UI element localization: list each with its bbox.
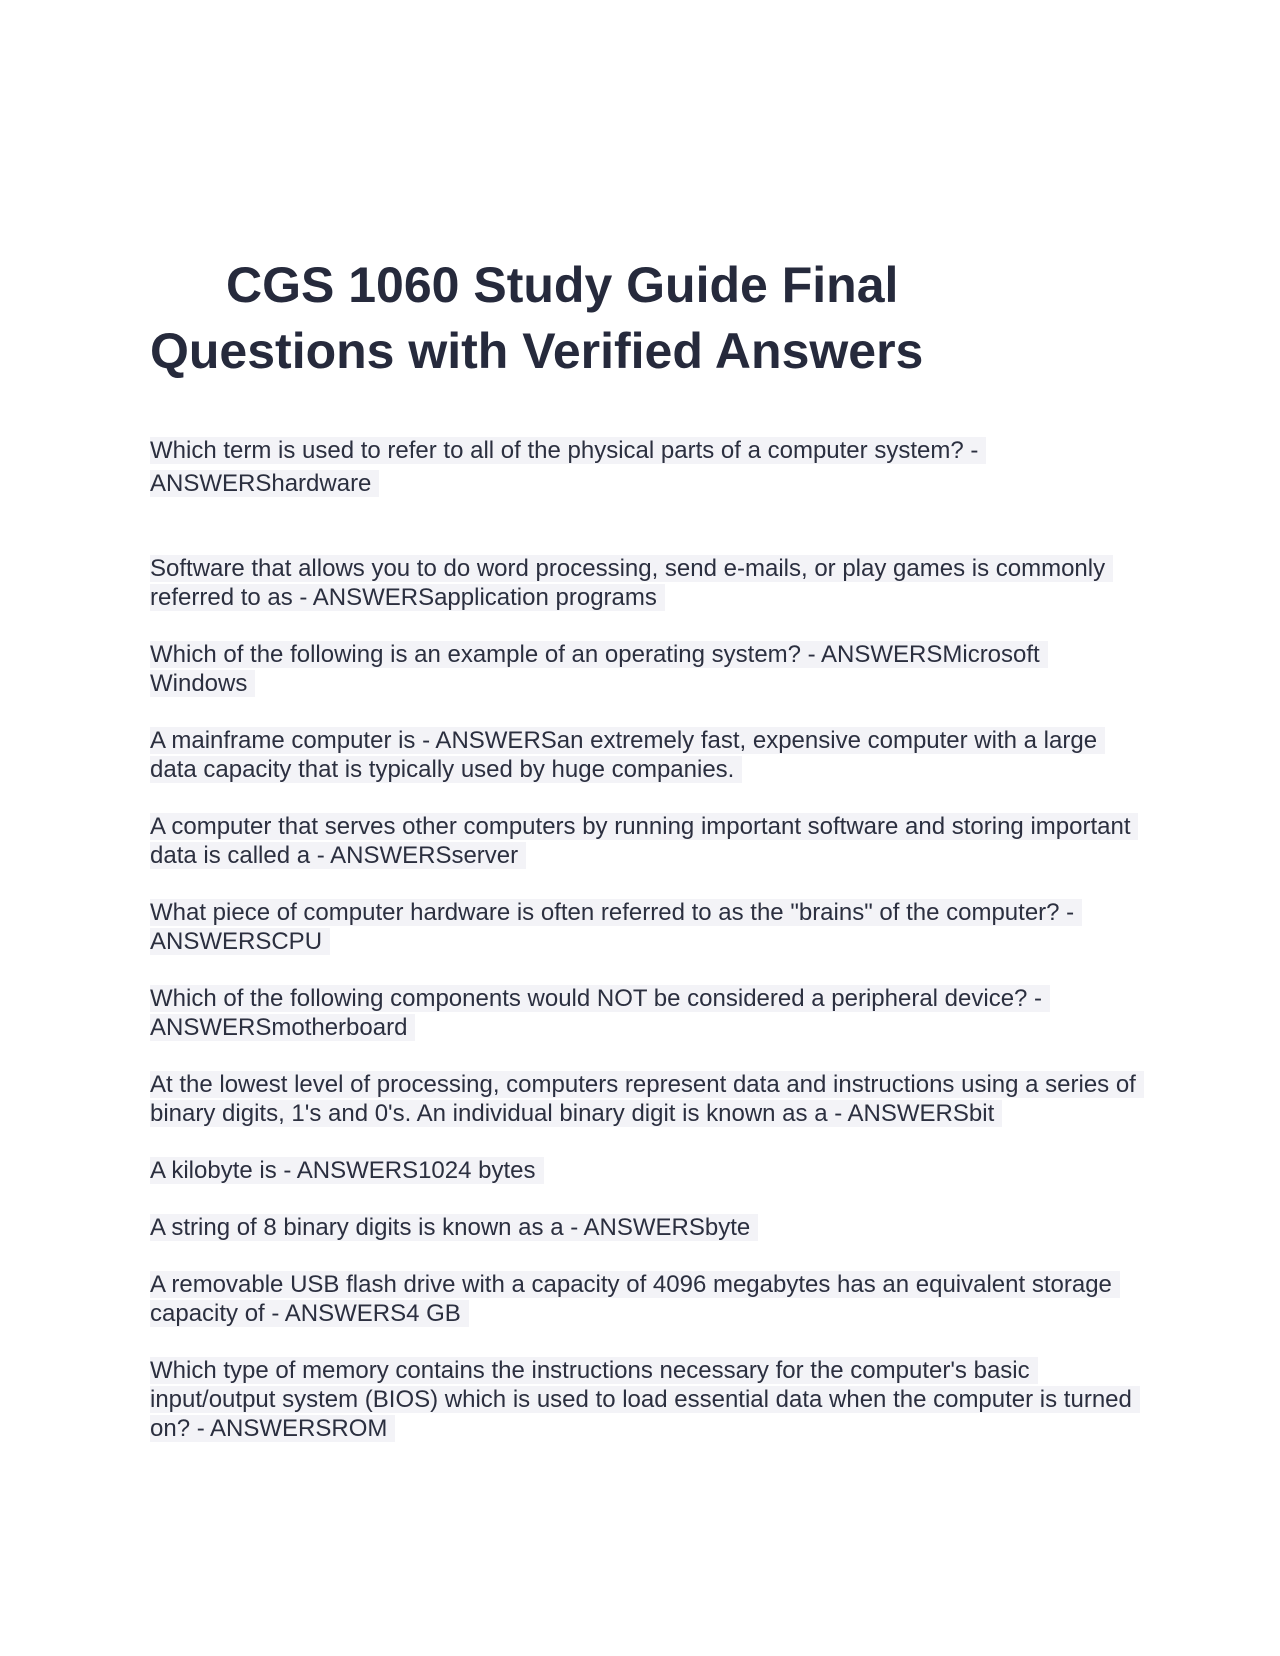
- qa-item: [150, 434, 1150, 500]
- qa-text: A removable USB flash drive with a capacity of 4096 megabytes has an equivalent storage capacity of - ANSWERS4 GB: [150, 1271, 1120, 1327]
- qa-text: At the lowest level of processing, computers represent data and instructions using a series of binary digits, 1's and 0's. An individual binary digit is known as a - ANSWERSbit: [150, 1071, 1144, 1127]
- qa-text: Software that allows you to do word processing, send e-mails, or play games is commonly referred to as - ANSWERSapplication programs: [150, 555, 1113, 611]
- qa-item: [150, 1213, 1150, 1242]
- qa-item: [150, 726, 1150, 784]
- qa-text: A mainframe computer is - ANSWERSan extremely fast, expensive computer with a large data capacity that is typically used by huge companies.: [150, 727, 1105, 783]
- qa-item: [150, 984, 1150, 1042]
- qa-item: [150, 640, 1150, 698]
- qa-item: [150, 554, 1150, 612]
- qa-item: [150, 1070, 1150, 1128]
- qa-text: Which type of memory contains the instructions necessary for the computer's basic input/output system (BIOS) which is used to load essential data when the computer is turned on? - ANSWERSROM: [150, 1357, 1140, 1442]
- qa-item: [150, 812, 1150, 870]
- qa-list: [150, 434, 1150, 1471]
- qa-text: Which term is used to refer to all of the physical parts of a computer system? - ANSWERShardware: [150, 437, 986, 497]
- qa-text: Which of the following is an example of an operating system? - ANSWERSMicrosoft Windows: [150, 641, 1048, 697]
- qa-item: [150, 1156, 1150, 1185]
- document-title: CGS 1060 Study Guide Final Questions with Verified Answers: [150, 257, 924, 379]
- qa-text: A kilobyte is - ANSWERS1024 bytes: [150, 1157, 544, 1184]
- qa-item: [150, 898, 1150, 956]
- qa-text: Which of the following components would NOT be considered a peripheral device? - ANSWERSmotherboard: [150, 985, 1050, 1041]
- qa-item: [150, 1270, 1150, 1328]
- qa-item: [150, 1356, 1150, 1443]
- qa-text: A computer that serves other computers by running important software and storing important data is called a - ANSWERSserver: [150, 813, 1138, 869]
- qa-text: What piece of computer hardware is often referred to as the "brains" of the computer? - ANSWERSCPU: [150, 899, 1082, 955]
- qa-text: A string of 8 binary digits is known as a - ANSWERSbyte: [150, 1214, 758, 1241]
